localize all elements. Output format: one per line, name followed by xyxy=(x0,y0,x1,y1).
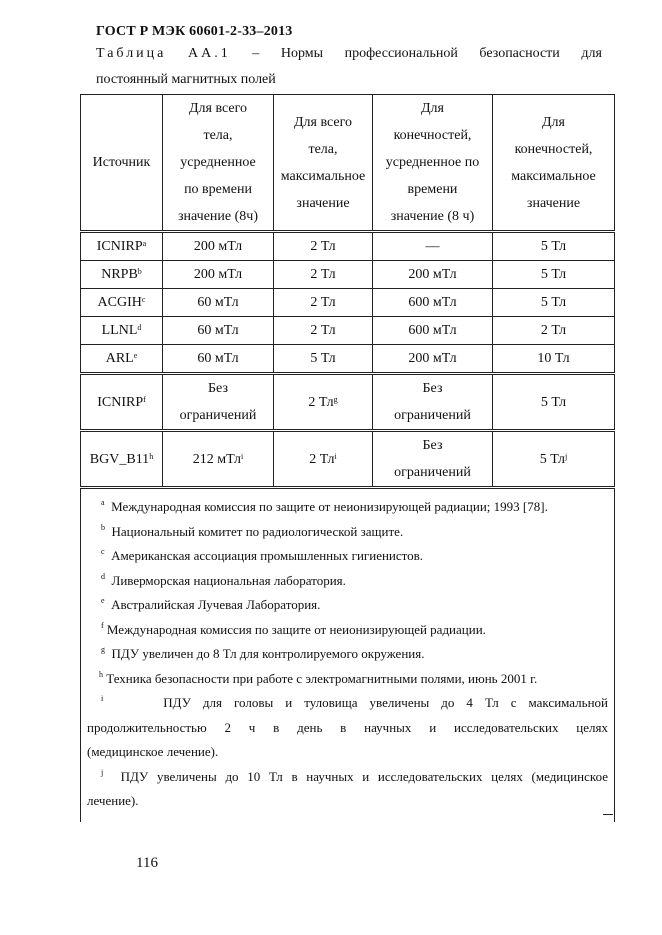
header-limbs-max xyxy=(493,95,615,232)
cell-source: ICNIRP$^f$ xyxy=(81,374,163,431)
footnote-i-line2: продолжительностью 2 ч в день в научных и исследовательских целях xyxy=(87,719,608,735)
footnote-a: $^a$ Международная комиссия по защите от неионизирующей радиации; 1993 [78]. xyxy=(101,498,548,514)
cell-value: 200 мТл xyxy=(163,261,274,289)
header-limbs-avg xyxy=(373,95,493,232)
header-line: значение xyxy=(296,195,350,211)
caption-table-number: АА.1 xyxy=(187,46,231,61)
header-line: максимальное xyxy=(511,168,596,184)
caption-word-3: безопасности xyxy=(479,46,560,61)
header-line: Для xyxy=(421,101,444,116)
cell-value: 2 Тл xyxy=(274,232,373,261)
cell-value: 200 мТл xyxy=(373,345,493,374)
table-row xyxy=(81,345,615,374)
header-line: значение (8 ч) xyxy=(390,209,475,224)
footnote-c: $^c$ Американская ассоциация промышленных гигиенистов. xyxy=(101,547,424,563)
cell-value: 2 Тл xyxy=(274,289,373,317)
caption-word-4: для xyxy=(581,46,602,61)
table-bottom-tick xyxy=(603,814,613,815)
header-line: значение xyxy=(526,195,581,211)
cell-value: 2 $Тл^g$ xyxy=(274,374,373,431)
table-row xyxy=(81,431,615,488)
cell-value: 5 $Тл^j$ xyxy=(493,431,615,488)
cell-value: Без ограничений xyxy=(163,374,274,431)
table-row xyxy=(81,232,615,261)
cell-value: 2 Тл xyxy=(274,317,373,345)
caption-word-1: Нормы xyxy=(280,46,324,61)
footnote-e: $^e$ Австралийская Лучевая Лаборатория. xyxy=(101,596,321,612)
cell-value: 60 мТл xyxy=(163,345,274,374)
caption-dash: – xyxy=(252,46,260,61)
cell-source: BGV_B11$^h$ xyxy=(81,431,163,488)
footnote-g: $^g$ ПДУ увеличен до 8 Тл для контролируемого окружения. xyxy=(101,645,425,661)
cell-value: 5 Тл xyxy=(493,374,615,431)
header-line: тела, xyxy=(203,128,233,143)
table-row xyxy=(81,317,615,345)
caption-word-2: профессиональной xyxy=(344,46,458,61)
cell-source: ACGIH$^c$ xyxy=(81,289,163,317)
cell-value: 5 Тл xyxy=(493,289,615,317)
cell-source: NRPB$^b$ xyxy=(81,261,163,289)
cell-value: 2 Тл xyxy=(274,261,373,289)
cell-value: 10 Тл xyxy=(493,345,615,374)
page-number: 116 xyxy=(136,855,158,871)
header-line: по времени xyxy=(184,182,252,197)
cell-value: 200 мТл xyxy=(163,232,274,261)
header-source xyxy=(81,95,163,232)
cell-source: ICNIRP$^a$ xyxy=(81,232,163,261)
table-row xyxy=(81,374,615,431)
cell-value: 60 мТл xyxy=(163,289,274,317)
header-line: Источник xyxy=(92,155,151,170)
cell-source: ARL$^e$ xyxy=(81,345,163,374)
cell-value: Без ограничений xyxy=(373,374,493,431)
limits-table xyxy=(80,94,615,822)
header-line: Для xyxy=(542,114,565,130)
header-line: усредненное по xyxy=(385,155,480,170)
table-caption-line2: постоянный магнитных полей xyxy=(96,72,276,87)
footnote-i-line3: (медицинское лечение). xyxy=(87,744,219,759)
footnote-d: $^d$ Ливерморская национальная лаборатория. xyxy=(101,571,346,588)
footnote-b: $^b$ Национальный комитет по радиологической защите. xyxy=(101,522,404,539)
header-line: Для всего xyxy=(294,114,352,130)
cell-value: 2 Тл xyxy=(493,317,615,345)
header-line: времени xyxy=(407,182,458,197)
cell-value: 600 мТл xyxy=(373,317,493,345)
cell-value: 5 Тл xyxy=(274,345,373,374)
header-line: конечностей, xyxy=(393,128,472,143)
cell-value: 212 мТл$^i$ xyxy=(163,431,274,488)
header-whole-body-avg xyxy=(163,95,274,232)
cell-value: — xyxy=(373,232,493,261)
cell-value: 600 мТл xyxy=(373,289,493,317)
header-line: конечностей, xyxy=(514,141,593,157)
footnote-i: $^i$ ПДУ для головы и туловища увеличены до 4 Тл с максимальной xyxy=(101,694,608,710)
header-line: тела, xyxy=(308,141,338,157)
cell-value: 5 Тл xyxy=(493,232,615,261)
cell-source: LLNL$^d$ xyxy=(81,317,163,345)
cell-value: 60 мТл xyxy=(163,317,274,345)
footnote-j-line2: лечение). xyxy=(87,793,139,808)
header-whole-body-max xyxy=(274,95,373,232)
table-caption-line1 xyxy=(96,46,602,62)
table-notes xyxy=(81,488,615,822)
caption-word-table: Таблица xyxy=(96,46,167,61)
footnote-j: $^j$ ПДУ увеличены до 10 Тл в научных и исследовательских целях (медицинское xyxy=(101,767,608,784)
header-line: максимальное xyxy=(280,168,366,184)
footnote-h: $^h$ Техника безопасности при работе с электромагнитными полями, июнь 2001 г. xyxy=(99,669,538,686)
header-line: Для всего xyxy=(189,101,247,116)
footnote-f: $^f$ Международная комиссия по защите от неионизирующей радиации. xyxy=(101,620,486,637)
header-line: значение (8ч) xyxy=(178,209,258,224)
table-notes-row xyxy=(81,488,615,822)
header-line: усредненное xyxy=(180,155,256,170)
cell-value: Без ограничений xyxy=(373,431,493,488)
cell-value: 5 Тл xyxy=(493,261,615,289)
table-header-row xyxy=(81,95,615,232)
cell-value: 200 мТл xyxy=(373,261,493,289)
table-row xyxy=(81,289,615,317)
document-code: ГОСТ Р МЭК 60601-2-33–2013 xyxy=(96,24,293,39)
cell-value: 2 $Тл^i$ xyxy=(274,431,373,488)
table-row xyxy=(81,261,615,289)
